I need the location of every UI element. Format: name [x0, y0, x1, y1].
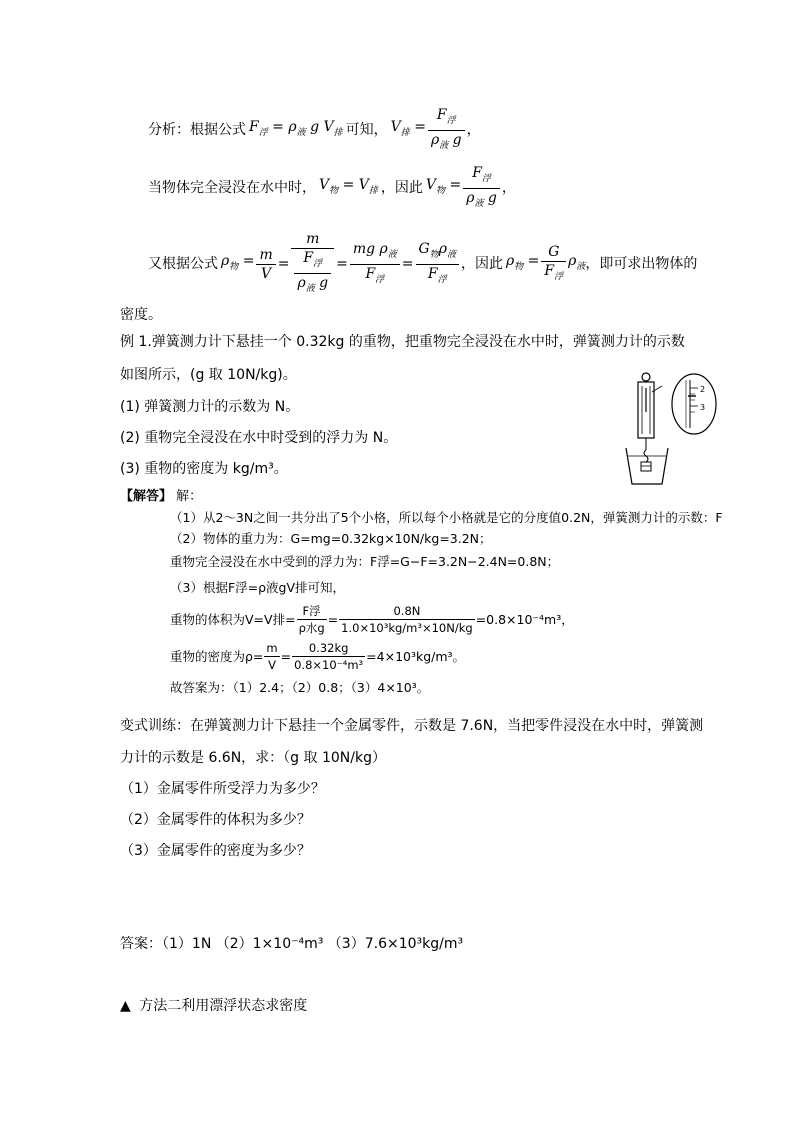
fraction-m-over-volume: $\frac{m}{\frac{F_浮}{\rho_液 g}}$ [291, 230, 334, 298]
fraction-density-symbolic: $\frac{m}{V}$ [266, 641, 278, 672]
density-prefix: 重物的密度为ρ= [170, 648, 264, 664]
method-heading [120, 997, 307, 1015]
fraction-g-rho-over-f: $\frac{G_物\rho_液}{F_浮}$ [416, 240, 459, 289]
scale-label-2: 2 [700, 385, 706, 394]
analysis-line1-end: ， [466, 122, 481, 138]
analysis-line2-end: ， [501, 180, 516, 196]
variant-question-3: （3）金属零件的密度为多少？ [120, 843, 311, 859]
scale-hook-ring [642, 373, 650, 381]
solution-step-5: 重物的体积为V=V排= F浮 ρ水g = $\frac{0.8N}{\text{1.0×10³kg/m³×10N/kg}}$ =0.8×10⁻⁴m³， [170, 604, 574, 635]
variant-question-1: （1）金属零件所受浮力为多少？ [120, 781, 325, 797]
fraction-mg-rho-over-f: $\frac{mg \rho_液}{F_浮}$ [350, 240, 400, 289]
analysis-line3-prefix: 又根据公式 [148, 256, 218, 272]
formula-volume-equal: $V_物 = V_排$ [319, 177, 378, 196]
solution-step-3: 重物完全浸没在水中受到的浮力为：F浮=G−F=3.2N−2.4N=0.8N； [170, 554, 560, 569]
variant-question-2: （2）金属零件的体积为多少？ [120, 812, 311, 828]
analysis-line-2 [148, 164, 516, 209]
solution-header [120, 488, 202, 506]
solution-step-6: 重物的密度为ρ= $\frac{m}{V}$ = $\frac{0.32kg}{\text{0.8×10⁻⁴m³}}$ =4×10³kg/m³。 [170, 641, 466, 672]
solution-step-2: （2）物体的重力为：G=mg=0.32kg×10N/kg=3.2N； [170, 531, 492, 546]
variant-line-1: 变式训练：在弹簧测力计下悬挂一个金属零件，示数是 7.6N，当把零件浸没在水中时，弹簧测 [120, 718, 704, 734]
triangle-bullet-icon: ▲ [120, 998, 131, 1014]
formula-volume-displaced: $V_排$ = [390, 119, 426, 138]
method-title: 方法二利用漂浮状态求密度 [139, 998, 308, 1014]
example-question-1: (1) 弹簧测力计的示数为 N。 [120, 399, 300, 415]
analysis-line1-mid: 可知， [345, 122, 388, 138]
analysis-line3-mid: ，因此 [460, 256, 503, 272]
immersed-weight [641, 462, 651, 471]
formula-volume-object: $V_物$ = [425, 177, 462, 196]
fraction-g-over-f: $\frac{G}{F_浮}$ [541, 243, 566, 286]
variant-line-2: 力计的示数是 6.6N，求：（g 取 10N/kg） [120, 750, 386, 766]
analysis-line2-prefix: 当物体完全浸没在水中时， [148, 180, 316, 196]
answer-line: 答案：（1）1N （2）1×10⁻⁴m³ （3）7.6×10³kg/m³ [120, 936, 464, 952]
volume-prefix: 重物的体积为V=V排= [170, 611, 296, 627]
zoomed-scale-callout [672, 374, 716, 434]
formula-density-result-lhs: $\rho_物$ = [505, 253, 540, 272]
example-question-2: (2) 重物完全浸没在水中时受到的浮力为 N。 [120, 430, 398, 446]
analysis-line-3: 又根据公式 $\rho_物$ = $\frac{m}{V}$ = $\frac{m}{\frac{F_浮}{\rho_液 g}}$ = $\frac{mg \rho_液}{F_浮}$ = $\frac{G_物\rho_液}{F_浮}$ ，因此 $\rho_物$ = $\frac{G}{F_浮}$ $\rho_液$ ，即可求出物体的 [148, 232, 697, 296]
analysis-line3-end: ，即可求出物体的 [585, 256, 698, 272]
example-line-2: 如图所示，(g 取 10N/kg)。 [120, 367, 297, 383]
scale-label-3: 3 [700, 403, 706, 412]
analysis-line1-prefix: 分析：根据公式 [148, 122, 246, 138]
solution-final-answer: 故答案为：（1）2.4；（2）0.8；（3）4×10³。 [170, 680, 430, 695]
fraction-density-numeric: $\frac{0.32kg}{\text{0.8×10⁻⁴m³}}$ [294, 641, 364, 672]
fraction-volume-object: $\frac{F_浮}{\rho_液 g}$ [463, 164, 500, 213]
fraction-volume-symbolic: F浮 ρ水g [298, 604, 325, 635]
solution-step-1: （1）从2～3N之间一共分出了5个小格，所以每个小格就是它的分度值0.2N，弹簧测力计的示数：F [170, 510, 723, 525]
analysis-line-1 [148, 106, 481, 151]
analysis-line2-mid: ，因此 [380, 180, 423, 196]
solution-step-4: （3）根据F浮=ρ液gV排可知， [170, 580, 346, 595]
fraction-m-over-v: $\frac{m}{V}$ [256, 246, 275, 283]
example-question-3: (3) 重物的密度为 kg/m³。 [120, 461, 288, 477]
example-line-1: 例 1.弹簧测力计下悬挂一个 0.32kg 的重物，把重物完全浸没在水中时，弹簧测力计的示数 [120, 334, 685, 350]
solution-header-after: 解： [176, 489, 203, 504]
analysis-line-4: 密度。 [120, 307, 162, 323]
volume-result: =0.8×10⁻⁴m³， [475, 611, 574, 627]
spring-scale-figure [606, 368, 726, 486]
formula-density-lhs: $\rho_物$ = [221, 253, 255, 272]
solution-label: 【解答】 [120, 489, 173, 504]
formula-buoyancy: $F_浮 = \rho_液$ g $V_排$ [249, 119, 343, 138]
fraction-buoyancy-over-rho-g: $\frac{F_浮}{\rho_液 g}$ [428, 106, 465, 155]
fraction-volume-numeric: $\frac{0.8N}{\text{1.0×10³kg/m³×10N/kg}}$ [341, 604, 473, 635]
formula-rho-liquid: $\rho_液$ [568, 253, 586, 272]
density-result: =4×10³kg/m³。 [366, 648, 466, 664]
